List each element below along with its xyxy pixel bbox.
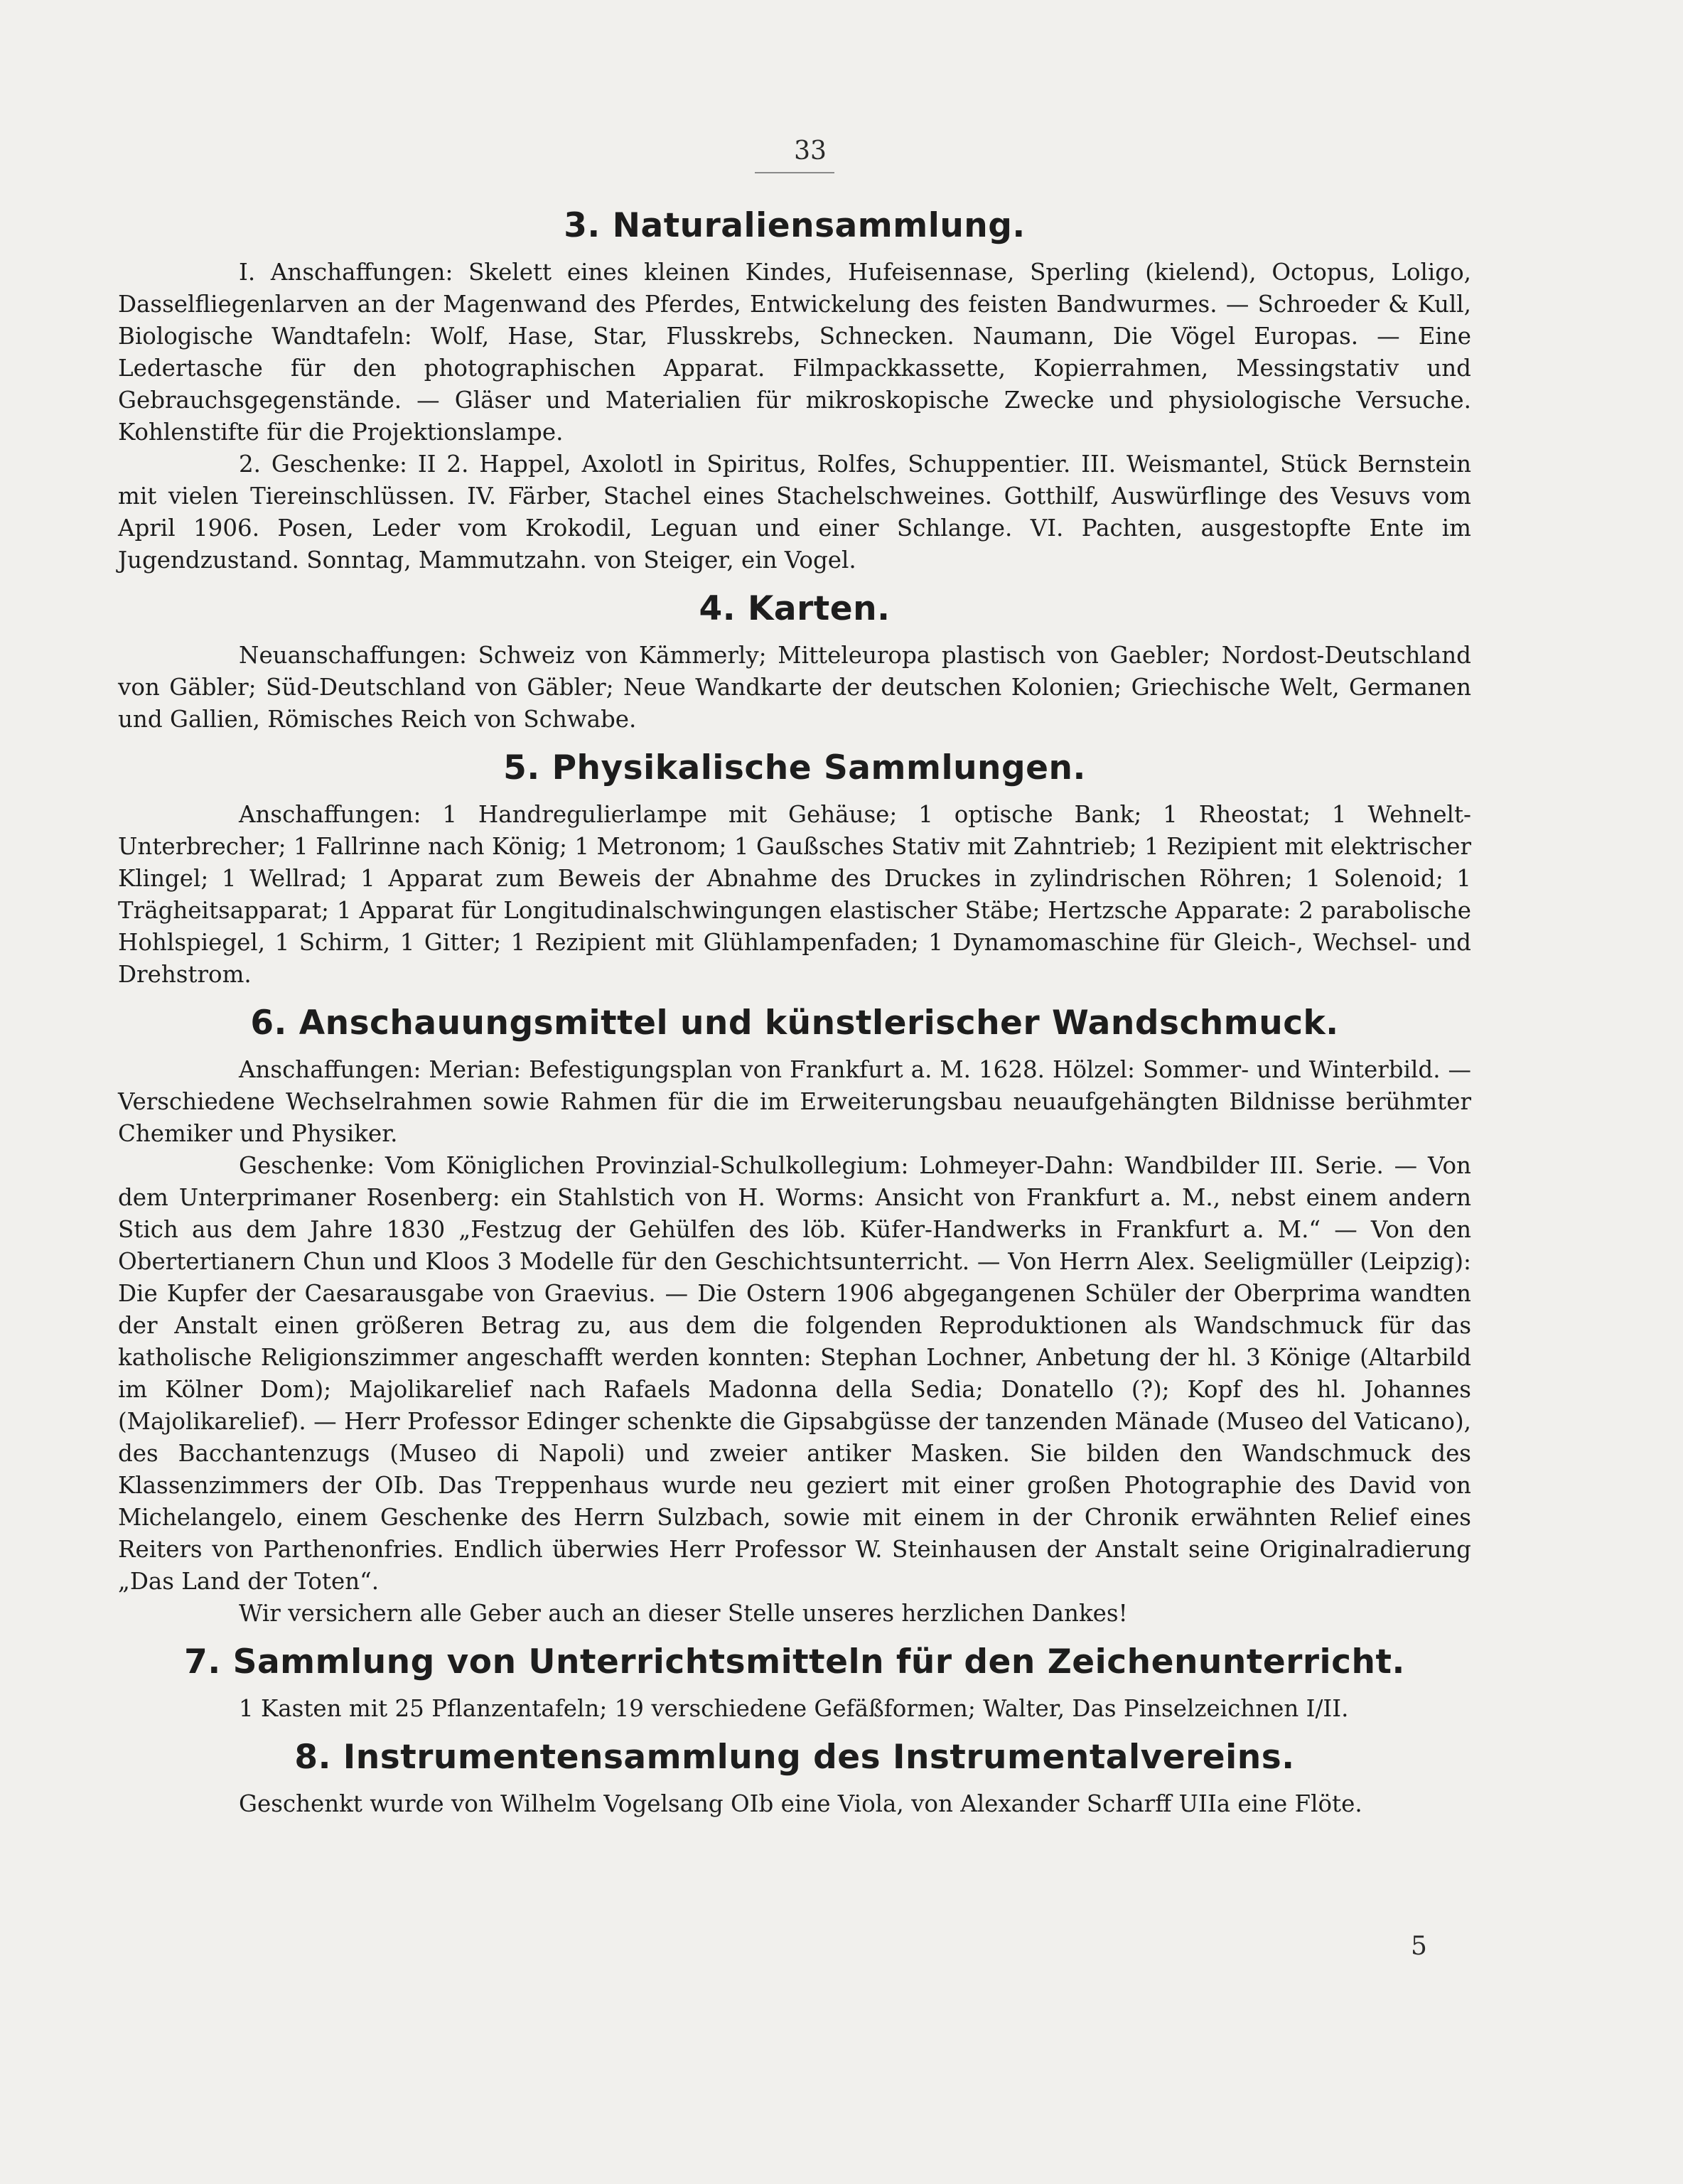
section-title-instrumentensammlung: 8. Instrumentensammlung des Instrumentalvereins. [294,1738,1295,1777]
paragraph-anschaffungen-anschauung: Anschaffungen: Merian: Befestigungsplan von Frankfurt a. M. 1628. Hölzel: Sommer- und Winterbild. — Verschiedene Wechselrahmen sowie Rahmen für die im Erweiterungsbau neuaufgehängten Bildnisse berühmter Chemiker und Physiker. [118,1056,1471,1147]
paragraph-anschaffungen-natur: I. Anschaffungen: Skelett eines kleinen Kindes, Hufeisennase, Sperling (kielend), Octopus, Loligo, Dasselfliegenlarven an der Magenwand des Pferdes, Entwickelung des feisten Bandwurmes. — Schroeder & Kull, Biologische Wandtafeln: Wolf, Hase, Star, Flusskrebs, Schnecken. Naumann, Die Vögel Europas. — Eine Ledertasche für den photographischen Apparat. Filmpackkassette, Kopierrahmen, Messingstativ und Gebrauchsgegenstände. — Gläser und Materialien für mikroskopische Zwecke und physiologische Versuche. Kohlenstifte für die Projektionslampe. [118,259,1471,446]
paragraph-karten: Neuanschaffungen: Schweiz von Kämmerly; Mitteleuropa plastisch von Gaebler; Nordost-Deutschland von Gäbler; Süd-Deutschland von Gäbler; Neue Wandkarte der deutschen Kolonien; Griechische Welt, Germanen und Gallien, Römisches Reich von Schwabe. [118,642,1471,733]
paragraph-zeichenunterricht: 1 Kasten mit 25 Pflanzentafeln; 19 verschiedene Gefäßformen; Walter, Das Pinselzeichnen I/II. [239,1695,1349,1722]
signature-mark: 5 [1411,1932,1427,1961]
page-number: 33 [794,136,827,166]
section-title-zeichenunterricht: 7. Sammlung von Unterrichtsmitteln für den Zeichenunterricht. [184,1642,1405,1682]
section-title-naturaliensammlung: 3. Naturaliensammlung. [564,206,1026,245]
section-title-karten: 4. Karten. [699,589,891,628]
page-body [118,206,1471,1820]
paragraph-geschenke-natur: 2. Geschenke: II 2. Happel, Axolotl in Spiritus, Rolfes, Schuppentier. III. Weismantel, Stück Bernstein mit vielen Tiereinschlüssen. IV. Färber, Stachel eines Stachelschweines. Gotthilf, Auswürflinge des Vesuvs vom April 1906. Posen, Leder vom Krokodil, Leguan und einer Schlange. VI. Pachten, ausgestopfte Ente im Jugendzustand. Sonntag, Mammutzahn. von Steiger, ein Vogel. [118,451,1471,574]
section-title-physikalische-sammlungen: 5. Physikalische Sammlungen. [503,748,1086,787]
paragraph-instrumente: Geschenkt wurde von Wilhelm Vogelsang OIb eine Viola, von Alexander Scharff UIIa eine Flöte. [239,1790,1362,1817]
paragraph-physik: Anschaffungen: 1 Handregulierlampe mit Gehäuse; 1 optische Bank; 1 Rheostat; 1 Wehnelt-Unterbrecher; 1 Fallrinne nach König; 1 Metronom; 1 Gaußsches Stativ mit Zahntrieb; 1 Rezipient mit elektrischer Klingel; 1 Wellrad; 1 Apparat zum Beweis der Abnahme des Druckes in zylindrischen Röhren; 1 Solenoid; 1 Trägheitsapparat; 1 Apparat für Longitudinalschwingungen elastischer Stäbe; Hertzsche Apparate: 2 parabolische Hohlspiegel, 1 Schirm, 1 Gitter; 1 Rezipient mit Glühlampenfaden; 1 Dynamomaschine für Gleich-, Wechsel- und Drehstrom. [118,801,1471,988]
page-number-rule [755,172,834,173]
section-title-anschauungsmittel: 6. Anschauungsmittel und künstlerischer Wandschmuck. [250,1004,1339,1043]
paragraph-geschenke-anschauung: Geschenke: Vom Königlichen Provinzial-Schulkollegium: Lohmeyer-Dahn: Wandbilder III. Serie. — Von dem Unterprimaner Rosenberg: ein Stahlstich von H. Worms: Ansicht von Frankfurt a. M., nebst einem andern Stich aus dem Jahre 1830 „Festzug der Gehülfen des löb. Küfer-Handwerks in Frankfurt a. M.“ — Von den Obertertianern Chun und Kloos 3 Modelle für den Geschichtsunterricht. — Von Herrn Alex. Seeligmüller (Leipzig): Die Kupfer der Caesarausgabe von Graevius. — Die Ostern 1906 abgegangenen Schüler der Oberprima wandten der Anstalt einen größeren Betrag zu, aus dem die folgenden Reproduktionen als Wandschmuck für das katholische Religionszimmer angeschafft werden konnten: Stephan Lochner, Anbetung der hl. 3 Könige (Altarbild im Kölner Dom); Majolikarelief nach Rafaels Madonna della Sedia; Donatello (?); Kopf des hl. Johannes (Majolikarelief). — Herr Professor Edinger schenkte die Gipsabgüsse der tanzenden Mänade (Museo del Vaticano), des Bacchantenzugs (Museo di Napoli) und zweier antiker Masken. Sie bilden den Wandschmuck des Klassenzimmers der OIb. Das Treppenhaus wurde neu geziert mit einer großen Photographie des David von Michelangelo, einem Geschenke des Herrn Sulzbach, sowie mit einem in der Chronik erwähnten Relief eines Reiters von Parthenonfries. Endlich überwies Herr Professor W. Steinhausen der Anstalt seine Originalradierung „Das Land der Toten“. [118,1152,1471,1595]
paragraph-dank: Wir versichern alle Geber auch an dieser Stelle unseres herzlichen Dankes! [239,1600,1128,1627]
